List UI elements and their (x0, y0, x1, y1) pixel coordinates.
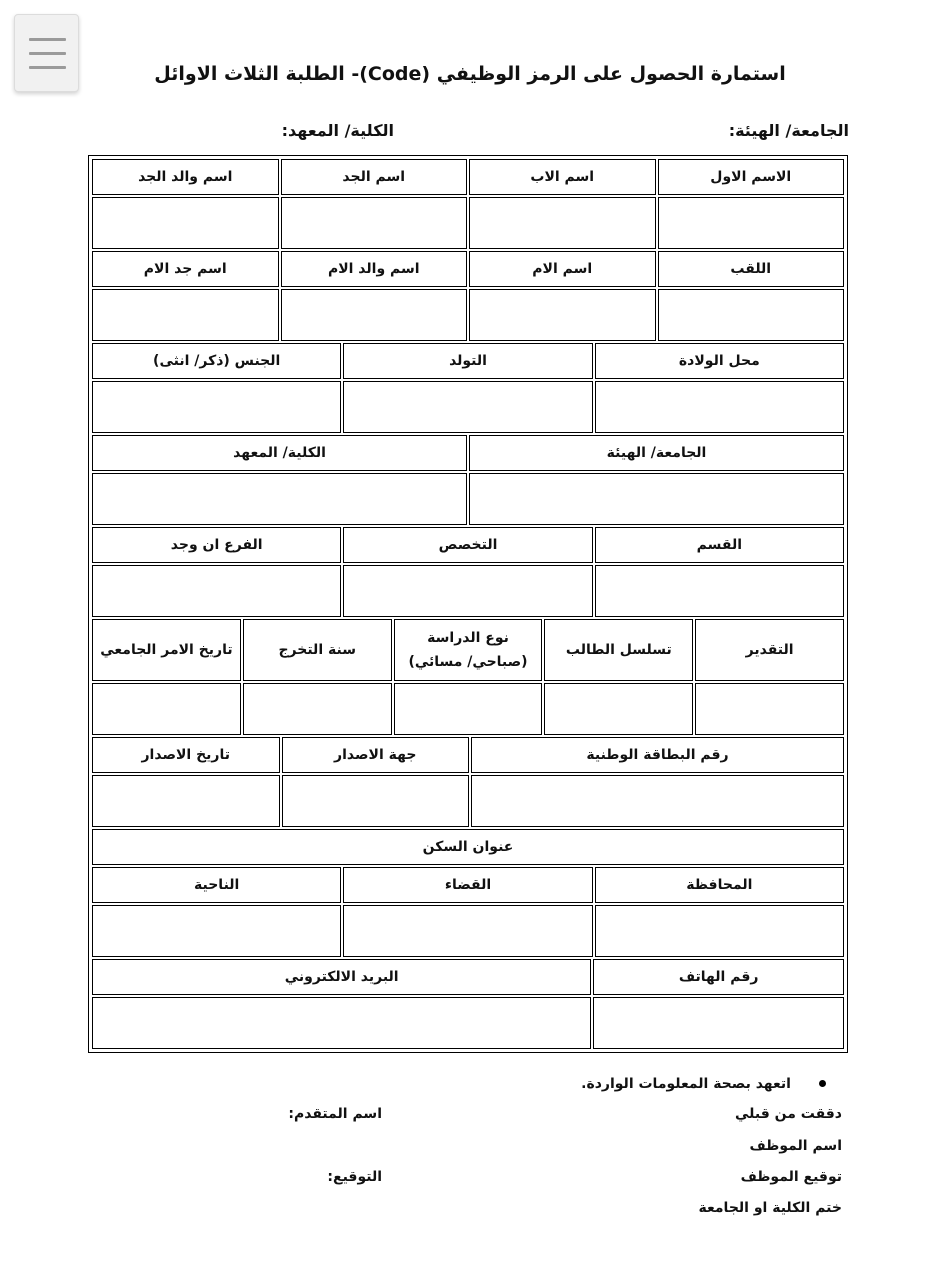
university-header: الجامعة/ الهيئة (469, 435, 844, 471)
phone-header: رقم الهاتف (593, 959, 844, 995)
mother-name-header: اسم الام (469, 251, 656, 287)
mother-grandfather-name-header: اسم جد الام (92, 251, 279, 287)
graduation-year-field[interactable] (243, 683, 392, 735)
department-header: القسم (595, 527, 844, 563)
father-name-header: اسم الاب (469, 159, 656, 195)
subdistrict-field[interactable] (92, 905, 341, 957)
applicant-name-label: اسم المتقدم: (288, 1106, 382, 1122)
issue-date-field[interactable] (92, 775, 280, 827)
birth-year-header: التولد (343, 343, 592, 379)
gender-header: الجنس (ذكر/ انثى) (92, 343, 341, 379)
table-row (91, 158, 845, 196)
table-row (91, 526, 845, 564)
birth-year-field[interactable] (343, 381, 592, 433)
college-label: الكلية/ المعهد: (281, 121, 394, 140)
bullet-icon (819, 1080, 826, 1087)
department-field[interactable] (595, 565, 844, 617)
study-type-field[interactable] (394, 683, 543, 735)
grade-field[interactable] (695, 683, 844, 735)
great-grandfather-name-header: اسم والد الجد (92, 159, 279, 195)
table-row (91, 866, 845, 904)
email-field[interactable] (92, 997, 591, 1049)
employee-signature-label: توقيع الموظف (740, 1169, 842, 1185)
mother-father-name-header: اسم والد الام (281, 251, 468, 287)
student-rank-header: تسلسل الطالب (544, 619, 693, 681)
table-row (91, 618, 845, 682)
table-row (91, 472, 845, 526)
table-row (91, 736, 845, 774)
email-header: البريد الالكتروني (92, 959, 591, 995)
table-row (91, 288, 845, 342)
application-form-table (88, 155, 848, 1053)
grandfather-name-header: اسم الجد (281, 159, 468, 195)
issuing-authority-header: جهة الاصدار (282, 737, 470, 773)
document-title: استمارة الحصول على الرمز الوظيفي (Code)- الطلبة الثلاث الاوائل (154, 63, 786, 85)
first-name-header: الاسم الاول (658, 159, 845, 195)
table-row (91, 828, 845, 866)
college-field[interactable] (92, 473, 467, 525)
mother-grandfather-name-field[interactable] (92, 289, 279, 341)
university-field[interactable] (469, 473, 844, 525)
governorate-header: المحافظة (595, 867, 844, 903)
table-row (91, 904, 845, 958)
grandfather-name-field[interactable] (281, 197, 468, 249)
menu-button[interactable] (14, 14, 79, 92)
university-order-date-field[interactable] (92, 683, 241, 735)
pledge-text: اتعهد بصحة المعلومات الواردة. (581, 1076, 791, 1092)
stamp-label: ختم الكلية او الجامعة (698, 1200, 842, 1216)
phone-field[interactable] (593, 997, 844, 1049)
national-id-field[interactable] (471, 775, 844, 827)
mother-name-field[interactable] (469, 289, 656, 341)
birthplace-header: محل الولادة (595, 343, 844, 379)
district-field[interactable] (343, 905, 592, 957)
table-row (91, 380, 845, 434)
branch-field[interactable] (92, 565, 341, 617)
issue-date-header: تاريخ الاصدار (92, 737, 280, 773)
employee-name-label: اسم الموظف (749, 1138, 842, 1154)
address-section-header: عنوان السكن (92, 829, 844, 865)
table-row (91, 342, 845, 380)
surname-field[interactable] (658, 289, 845, 341)
gender-field[interactable] (92, 381, 341, 433)
issuing-authority-field[interactable] (282, 775, 470, 827)
mother-father-name-field[interactable] (281, 289, 468, 341)
subdistrict-header: الناحية (92, 867, 341, 903)
specialization-header: التخصص (343, 527, 592, 563)
grade-header: التقدير (695, 619, 844, 681)
first-name-field[interactable] (658, 197, 845, 249)
signature-label: التوقيع: (327, 1169, 382, 1185)
surname-header: اللقب (658, 251, 845, 287)
study-type-header: نوع الدراسة (صباحي/ مسائي) (394, 619, 543, 681)
graduation-year-header: سنة التخرج (243, 619, 392, 681)
table-row (91, 250, 845, 288)
table-row (91, 996, 845, 1050)
table-row (91, 434, 845, 472)
university-order-date-header: تاريخ الامر الجامعي (92, 619, 241, 681)
governorate-field[interactable] (595, 905, 844, 957)
table-row (91, 564, 845, 618)
father-name-field[interactable] (469, 197, 656, 249)
birthplace-field[interactable] (595, 381, 844, 433)
district-header: القضاء (343, 867, 592, 903)
university-label: الجامعة/ الهيئة: (728, 121, 849, 140)
table-row (91, 196, 845, 250)
national-id-header: رقم البطاقة الوطنية (471, 737, 844, 773)
table-row (91, 682, 845, 736)
specialization-field[interactable] (343, 565, 592, 617)
college-header: الكلية/ المعهد (92, 435, 467, 471)
great-grandfather-name-field[interactable] (92, 197, 279, 249)
branch-header: الفرع ان وجد (92, 527, 341, 563)
checked-by-label: دققت من قبلي (734, 1106, 842, 1122)
table-row (91, 958, 845, 996)
student-rank-field[interactable] (544, 683, 693, 735)
table-row (91, 774, 845, 828)
